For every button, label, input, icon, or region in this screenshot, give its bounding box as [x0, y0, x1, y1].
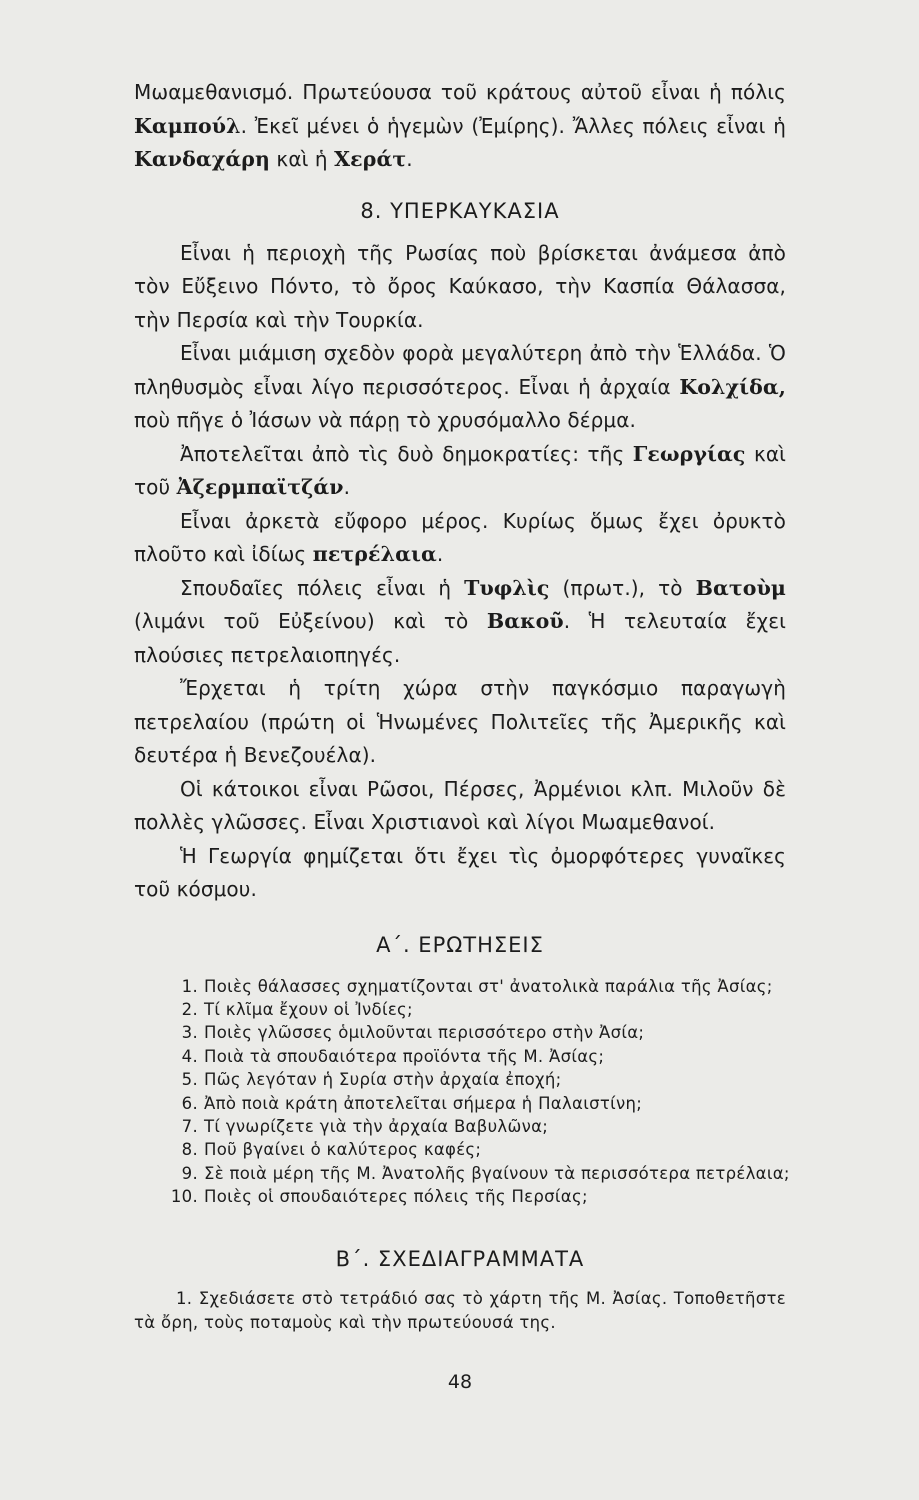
intro-text-2: . Ἐκεῖ μένει ὁ ἡγεμὼν (Ἐμίρης). Ἄλλες πόλεις εἶναι ἡ: [240, 113, 786, 138]
city-kabul: Καμπούλ: [134, 113, 241, 138]
p5-text-c: (πρωτ.), τὸ: [549, 575, 696, 600]
intro-text-1: Μωαμεθανισμό. Πρωτεύουσα τοῦ κράτους αὐτοῦ εἶναι ἡ πόλις: [134, 80, 786, 104]
question-item: [134, 1115, 786, 1138]
p3-text-c: καὶ τοῦ: [134, 441, 786, 499]
question-item: [134, 1138, 786, 1161]
question-text: Πῶς λεγόταν ἡ Συρία στὴν ἀρχαία ἐποχή;: [204, 1070, 562, 1090]
intro-paragraph: [134, 76, 786, 177]
question-text: Ἀπὸ ποιὰ κράτη ἀποτελεῖται σήμερα ἡ Παλαιστίνη;: [204, 1093, 643, 1113]
section-paragraph-7: Οἱ κάτοικοι εἶναι Ρῶσοι, Πέρσες, Ἀρμένιοι κλπ. Μιλοῦν δὲ πολλὲς γλῶσσες. Εἶναι Χριστιανοὶ καὶ λίγοι Μωαμεθανοί.: [134, 776, 786, 834]
p5-text-e: (λιμάνι τοῦ Εὐξείνου) καὶ τὸ: [134, 609, 487, 633]
section-paragraph-2: [134, 337, 786, 438]
question-text: Σὲ ποιὰ μέρη τῆς Μ. Ἀνατολῆς βγαίνουν τὰ περισσότερα πετρέλαια;: [204, 1163, 790, 1183]
drawing-task-text: Σχεδιάσετε στὸ τετράδιό σας τὸ χάρτη τῆς Μ. Ἀσίας. Τοποθετῆστε τὰ ὄρη, τοὺς ποταμοὺς καὶ τὴν πρωτεύουσά της.: [134, 1288, 787, 1332]
questions-title: Α΄. ΕΡΩΤΗΣΕΙΣ: [376, 932, 544, 957]
section-paragraph-5: [134, 572, 786, 673]
question-item: [134, 998, 786, 1021]
city-tiflis: Τυφλὶς: [464, 575, 550, 600]
city-baku: Βακοῦ: [486, 609, 564, 633]
question-item: [134, 1092, 786, 1115]
question-item: [134, 975, 786, 998]
question-text: Τί γνωρίζετε γιὰ τὴν ἀρχαία Βαβυλῶνα;: [204, 1116, 549, 1136]
drawing-task-number: 1.: [176, 1288, 193, 1308]
section-paragraph-3: [134, 438, 786, 505]
p3-text-a: Ἀποτελεῖται ἀπὸ τὶς δυὸ δημοκρατίες: τῆς: [180, 441, 633, 466]
term-colchis: Κολχίδα,: [679, 374, 786, 399]
term-azerbaijan: Ἀζερμπαϊτζάν: [176, 475, 344, 499]
intro-text-4: .: [406, 147, 413, 171]
question-text: Τί κλῖμα ἔχουν οἱ Ἰνδίες;: [204, 999, 413, 1019]
question-number: 8.: [181, 1140, 198, 1160]
question-number: 9.: [181, 1163, 198, 1183]
drawing-task: [134, 1287, 786, 1335]
question-number: 1.: [181, 976, 198, 996]
city-herat: Χεράτ: [334, 147, 407, 171]
question-text: Ποιὲς οἱ σπουδαιότερες πόλεις τῆς Περσίας;: [204, 1187, 588, 1207]
section-paragraph-6: Ἔρχεται ἡ τρίτη χώρα στὴν παγκόσμιο παραγωγὴ πετρελαίου (πρώτη οἱ Ἡνωμένες Πολιτεῖες τῆς Ἀμερικῆς καὶ δευτέρα ἡ Βενεζουέλα).: [134, 676, 786, 767]
section-paragraph-8: Ἡ Γεωργία φημίζεται ὅτι ἔχει τὶς ὀμορφότερες γυναῖκες τοῦ κόσμου.: [134, 843, 786, 901]
section-paragraph-1: Εἶναι ἡ περιοχὴ τῆς Ρωσίας ποὺ βρίσκεται ἀνάμεσα ἀπὸ τὸν Εὔξεινο Πόντο, τὸ ὄρος Καύκασο, τὴν Κασπία Θάλασσα, τὴν Περσία καὶ τὴν Τουρκία.: [134, 240, 786, 332]
question-number: 6.: [181, 1093, 198, 1113]
question-text: Ποιὲς γλῶσσες ὁμιλοῦνται περισσότερο στὴν Ἀσία;: [204, 1023, 645, 1043]
question-number: 5.: [181, 1070, 198, 1090]
question-item: [134, 1045, 786, 1068]
term-petroleum: πετρέλαια: [312, 542, 437, 566]
intro-text-3: καὶ ἡ: [269, 147, 335, 171]
p5-text-g: . Ἡ τελευταία ἔχει πλούσιες πετρελαιοπηγές.: [134, 609, 786, 667]
question-item: [134, 1068, 786, 1091]
page-number: 48: [447, 1370, 473, 1393]
question-item: [134, 1162, 790, 1185]
question-number: 2.: [181, 999, 198, 1019]
question-text: Ποῦ βγαίνει ὁ καλύτερος καφές;: [204, 1140, 482, 1160]
term-georgia: Γεωργίας: [632, 441, 746, 466]
section-paragraph-4: [134, 505, 786, 572]
city-kandahar: Κανδαχάρη: [134, 147, 270, 171]
section-title: 8. ΥΠΕΡΚΑΥΚΑΣΙΑ: [360, 198, 560, 223]
question-text: Ποιὲς θάλασσες σχηματίζονται στ' ἀνατολικὰ παράλια τῆς Ἀσίας;: [204, 976, 773, 996]
question-number: 10.: [170, 1187, 198, 1207]
p2-text-a: Εἶναι μιάμιση σχεδὸν φορὰ μεγαλύτερη ἀπὸ τὴν Ἑλλάδα. Ὁ πληθυσμὸς εἶναι λίγο περισσότερος. Εἶναι ἡ ἀρχαία: [134, 341, 786, 399]
question-item: [134, 1185, 786, 1208]
question-number: 7.: [181, 1116, 198, 1136]
question-text: Ποιὰ τὰ σπουδαιότερα προϊόντα τῆς Μ. Ἀσίας;: [204, 1046, 605, 1066]
drawings-title: Β΄. ΣΧΕΔΙΑΓΡΑΜΜΑΤΑ: [335, 1246, 585, 1271]
p3-text-e: .: [343, 475, 351, 499]
p4-text-a: Εἶναι ἀρκετὰ εὔφορο μέρος. Κυρίως ὅμως ἔχει ὀρυκτὸ πλοῦτο καὶ ἰδίως: [134, 508, 786, 566]
p4-text-c: .: [436, 542, 444, 566]
city-batum: Βατοὺμ: [695, 575, 786, 600]
p2-text-c: ποὺ πῆγε ὁ Ἰάσων νὰ πάρῃ τὸ χρυσόμαλλο δέρμα.: [134, 408, 636, 432]
question-item: [134, 1021, 786, 1044]
question-number: 4.: [181, 1046, 198, 1066]
question-number: 3.: [181, 1023, 198, 1043]
p5-text-a: Σπουδαῖες πόλεις εἶναι ἡ: [180, 575, 465, 600]
questions-list: [134, 975, 790, 1209]
page-content: [134, 76, 790, 1393]
